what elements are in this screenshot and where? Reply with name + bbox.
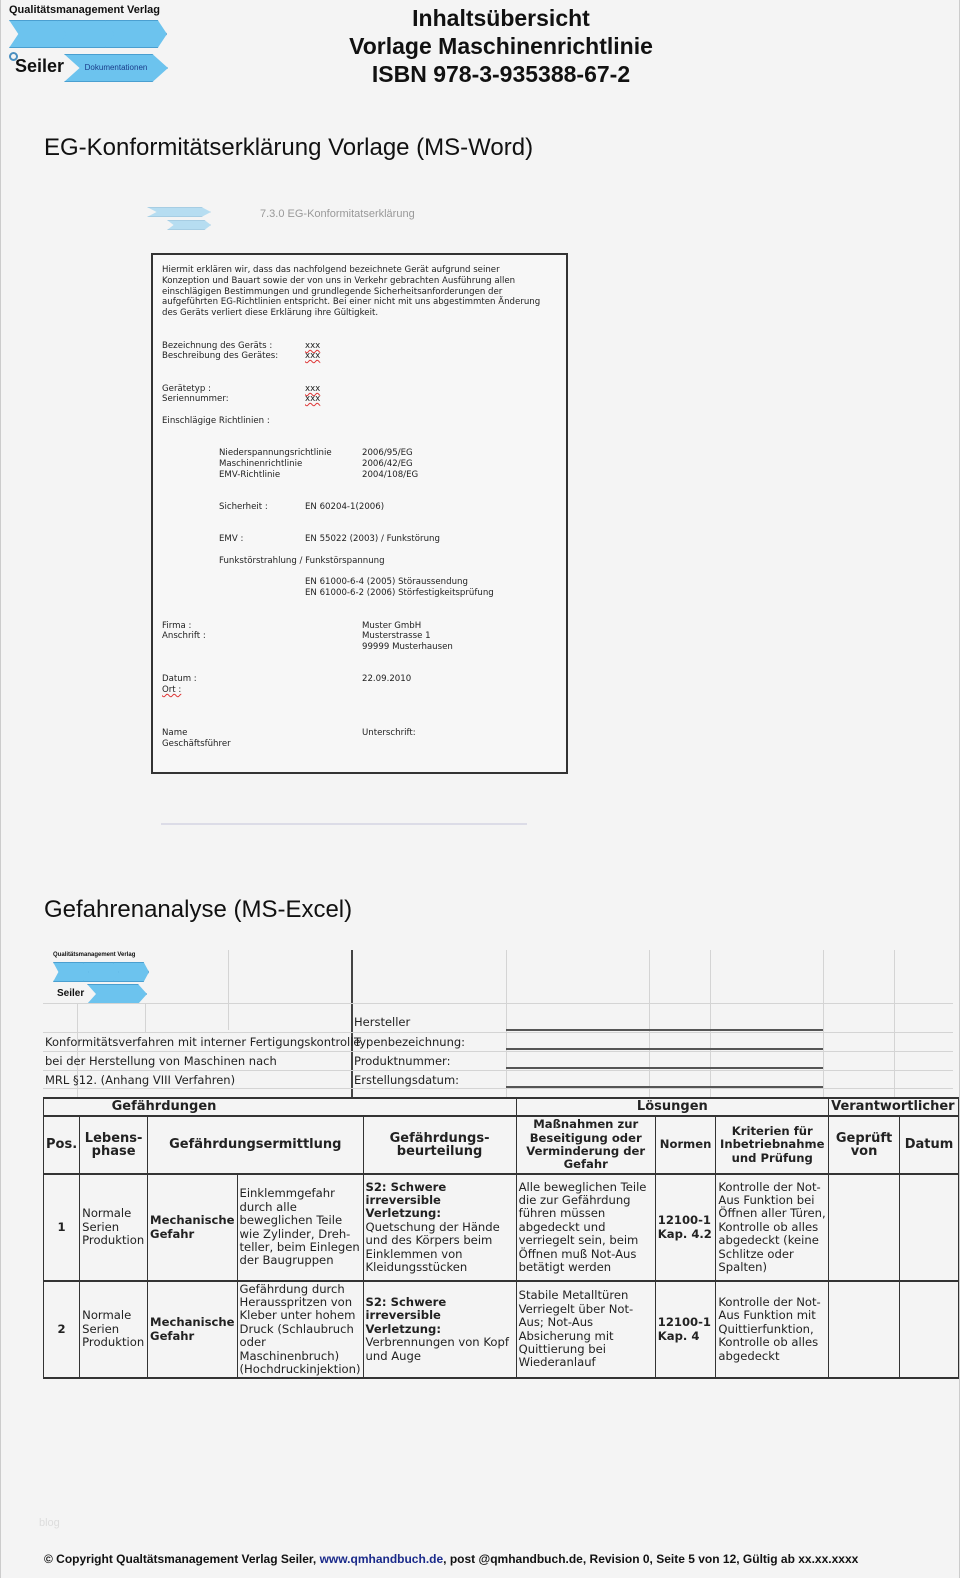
footer-details: , post @qmhandbuch.de, Revision 0, Seite 5 von 12, Gültig ab xx.xx.xxxx xyxy=(443,1552,859,1566)
cell-type: Mechanische Gefahr xyxy=(148,1281,237,1378)
grid-line xyxy=(823,950,824,1097)
cell-measure: Stabile Metalltüren Verriegelt über Not-Aus; Not-Aus Absicherung mit Quittierung bei Wiederanlauf xyxy=(516,1281,655,1378)
value: Musterstrasse 1 xyxy=(362,631,431,641)
table-row xyxy=(44,1174,959,1281)
label: Name xyxy=(162,728,188,738)
col-ermittlung: Gefährdungsermittlung xyxy=(148,1116,363,1174)
section-title-excel: Gefahrenanalyse (MS-Excel) xyxy=(44,896,353,923)
watermark: blog xyxy=(39,1517,60,1529)
col-beurteilung: Gefährdungs-beurteilung xyxy=(363,1116,516,1174)
grid-line xyxy=(351,950,353,1097)
directive-name: Maschinenrichtlinie xyxy=(219,459,303,469)
value: 22.09.2010 xyxy=(362,674,412,684)
table-row xyxy=(44,1281,959,1378)
value: xxx xyxy=(305,351,321,361)
cell-desc: Gefährdung durch Herausspritzen von Kleber unter hohem Druck (Schlaubruch oder Maschinenbruch) (Hochdruckinjektion) xyxy=(237,1281,363,1378)
col-pos: Pos. xyxy=(44,1116,80,1174)
value: xxx xyxy=(305,394,321,404)
group-header-row xyxy=(44,1098,959,1116)
doc-mini-logo xyxy=(147,200,213,232)
label: Firma : xyxy=(162,621,192,631)
publisher-logo xyxy=(7,4,172,84)
logo-chevron xyxy=(87,984,147,1004)
grid-line xyxy=(506,950,507,1097)
label: Gerätetyp : xyxy=(162,384,211,394)
intro-line: einschlägigen Bestimmungen und grundlegende Sicherheitsanforderungen der xyxy=(162,287,503,297)
page-footer xyxy=(44,1552,858,1566)
cell-measure: Alle beweglichen Teile die zur Gefährdung führen müssen abgedeckt und verriegelt sein, beim Öffnen muß Not-Aus betätigt werden xyxy=(516,1174,655,1281)
directive-name: EMV-Richtlinie xyxy=(219,470,281,480)
cell-phase: Normale Serien Produktion xyxy=(80,1281,148,1378)
logo-chevron xyxy=(113,962,149,982)
doc-title: 7.3.0 EG-Konformitatserklärung xyxy=(260,208,415,220)
value: EN 55022 (2003) / Funkstörung xyxy=(305,534,440,544)
page-header xyxy=(301,4,701,88)
severity-desc: Verbrennungen von Kopf und Auge xyxy=(365,1335,509,1363)
procedure-text: MRL §12. (Anhang VIII Verfahren) xyxy=(45,1073,236,1087)
grid-line xyxy=(228,950,229,1030)
cell-geprueft xyxy=(829,1281,900,1378)
cell-criteria: Kontrolle der Not-Aus Funktion mit Quittierfunktion, Kontrolle ob alles abgedeckt xyxy=(716,1281,829,1378)
grid-line xyxy=(43,1051,953,1052)
header-isbn: ISBN 978-3-935388-67-2 xyxy=(371,61,631,87)
col-massnahmen: Maßnahmen zur Beseitigung oder Verminderung der Gefahr xyxy=(516,1116,655,1174)
input-underline xyxy=(506,1029,823,1031)
grid-line xyxy=(43,1070,953,1071)
procedure-text: Konformitätsverfahren mit interner Fertigungskontrolle xyxy=(45,1035,361,1049)
group-verantwortlicher: Verantwortlicher xyxy=(829,1098,959,1116)
label: Beschreibung des Gerätes: xyxy=(162,351,279,361)
cell-phase: Normale Serien Produktion xyxy=(80,1174,148,1281)
group-gefaehrdungen: Gefährdungen xyxy=(80,1098,516,1116)
group-loesungen: Lösungen xyxy=(516,1098,828,1116)
value: Muster GmbH xyxy=(362,621,422,631)
conformity-declaration-preview xyxy=(151,253,568,774)
col-geprueft: Geprüft von xyxy=(829,1116,900,1174)
cell-datum xyxy=(900,1174,959,1281)
logo-publisher: Qualitätsmanagement Verlag xyxy=(53,952,136,958)
directive-name: Niederspannungsrichtlinie xyxy=(219,448,332,458)
footer-website-link[interactable]: www.qmhandbuch.de xyxy=(319,1552,444,1566)
logo-publisher: Qualitätsmanagement Verlag xyxy=(9,4,160,16)
directive-code: 2004/108/EG xyxy=(362,470,419,480)
cell-severity xyxy=(363,1281,516,1378)
value: EN 61000-6-2 (2006) Störfestigkeitsprüfung xyxy=(305,588,494,598)
directive-code: 2006/95/EG xyxy=(362,448,413,458)
logo-brand: Seiler xyxy=(57,988,85,999)
doc-footer-line xyxy=(161,823,527,825)
cell-desc: Einklemmgefahr durch alle beweglichen Teile wie Zylinder, Dreh-teller, beim Einlegen der Baugruppen xyxy=(237,1174,363,1281)
cell-geprueft xyxy=(829,1174,900,1281)
directive-code: 2006/42/EG xyxy=(362,459,413,469)
field-label-typ: Typenbezeichnung: xyxy=(354,1035,466,1049)
col-normen: Normen xyxy=(655,1116,716,1174)
cell-type: Mechanische Gefahr xyxy=(148,1174,237,1281)
hazard-analysis-table xyxy=(43,1097,959,1379)
severity-label: S2: Schwere irreversible Verletzung: xyxy=(365,1294,447,1336)
grid-line xyxy=(710,950,711,1097)
grid-line xyxy=(43,1032,953,1033)
cell-criteria: Kontrolle der Not-Aus Funktion bei Öffnen aller Türen, Kontrolle ob alles abgedeckt (keine Schlitze oder Spalten) xyxy=(716,1174,829,1281)
value: EN 60204-1(2006) xyxy=(305,502,385,512)
severity-label: S2: Schwere irreversible Verletzung: xyxy=(365,1179,447,1221)
grid-line xyxy=(649,950,650,1097)
cell-pos: 2 xyxy=(44,1281,80,1378)
logo-chevron xyxy=(83,962,119,982)
input-underline xyxy=(506,1067,823,1069)
value: 99999 Musterhausen xyxy=(362,642,453,652)
input-underline xyxy=(506,1048,823,1050)
value: xxx xyxy=(305,341,321,351)
logo-chevron xyxy=(53,962,89,982)
footer-copyright: © Copyright Qualtätsmanagement Verlag Seiler, xyxy=(44,1552,320,1566)
grid-line xyxy=(43,1003,953,1004)
intro-line: Hiermit erklären wir, dass das nachfolgend bezeichnete Gerät aufgrund seiner xyxy=(162,265,500,275)
column-header-row xyxy=(44,1116,959,1174)
label: Geschäftsführer xyxy=(162,739,231,749)
label: Bezeichnung des Geräts : xyxy=(162,341,273,351)
value: EN 61000-6-4 (2005) Störaussendung xyxy=(305,577,468,587)
label: Sicherheit : xyxy=(219,502,268,512)
cell-datum xyxy=(900,1281,959,1378)
label: Anschrift : xyxy=(162,631,206,641)
cell-norm: 12100-1 Kap. 4.2 xyxy=(655,1174,716,1281)
input-underline xyxy=(506,1086,823,1088)
grid-line xyxy=(43,1088,953,1089)
label: Seriennummer: xyxy=(162,394,229,404)
grid-line xyxy=(894,950,895,1097)
col-datum: Datum xyxy=(900,1116,959,1174)
logo-chevron xyxy=(167,220,211,230)
label: Einschlägige Richtlinien : xyxy=(162,416,270,426)
procedure-text: bei der Herstellung von Maschinen nach xyxy=(45,1054,277,1068)
header-subtitle: Vorlage Maschinenrichtlinie xyxy=(349,33,653,59)
logo-tagline: Dokumentationen xyxy=(84,63,148,72)
value: xxx xyxy=(305,384,321,394)
excel-mini-logo xyxy=(53,952,153,1004)
intro-line: des Geräts verliert diese Erklärung ihre Gültigkeit. xyxy=(162,308,379,318)
severity-desc: Quetschung der Hände und des Körpers beim Einklemmen von Kleidungsstücken xyxy=(365,1219,500,1275)
field-label-produktnummer: Produktnummer: xyxy=(354,1054,451,1068)
field-label-datum: Erstellungsdatum: xyxy=(354,1073,460,1087)
logo-brand: Seiler xyxy=(15,56,65,76)
cell-severity xyxy=(363,1174,516,1281)
section-title-word: EG-Konformitätserklärung Vorlage (MS-Word) xyxy=(44,134,534,161)
logo-chevron xyxy=(147,207,211,217)
cell-norm: 12100-1 Kap. 4 xyxy=(655,1281,716,1378)
intro-line: aufgeführten EG-Richtlinien entspricht. Bei einer nicht mit uns abgestimmten Änderung xyxy=(162,297,541,307)
logo-chevron xyxy=(105,20,167,48)
label: Unterschrift: xyxy=(362,728,416,738)
grid-line xyxy=(145,1003,146,1033)
intro-line: Konzeption und Bauart sowie der von uns in Verkehr gebrachten Ausführung allen xyxy=(162,276,516,286)
cell-pos: 1 xyxy=(44,1174,80,1281)
col-kriterien: Kriterien für Inbetriebnahme und Prüfung xyxy=(716,1116,829,1174)
label: Datum : xyxy=(162,674,197,684)
field-label-hersteller: Hersteller xyxy=(354,1015,411,1029)
label: Ort : xyxy=(162,685,182,695)
col-lebensphase: Lebens-phase xyxy=(80,1116,148,1174)
label: EMV : xyxy=(219,534,244,544)
header-title: Inhaltsübersicht xyxy=(412,5,590,31)
label: Funkstörstrahlung / Funkstörspannung xyxy=(219,556,385,566)
